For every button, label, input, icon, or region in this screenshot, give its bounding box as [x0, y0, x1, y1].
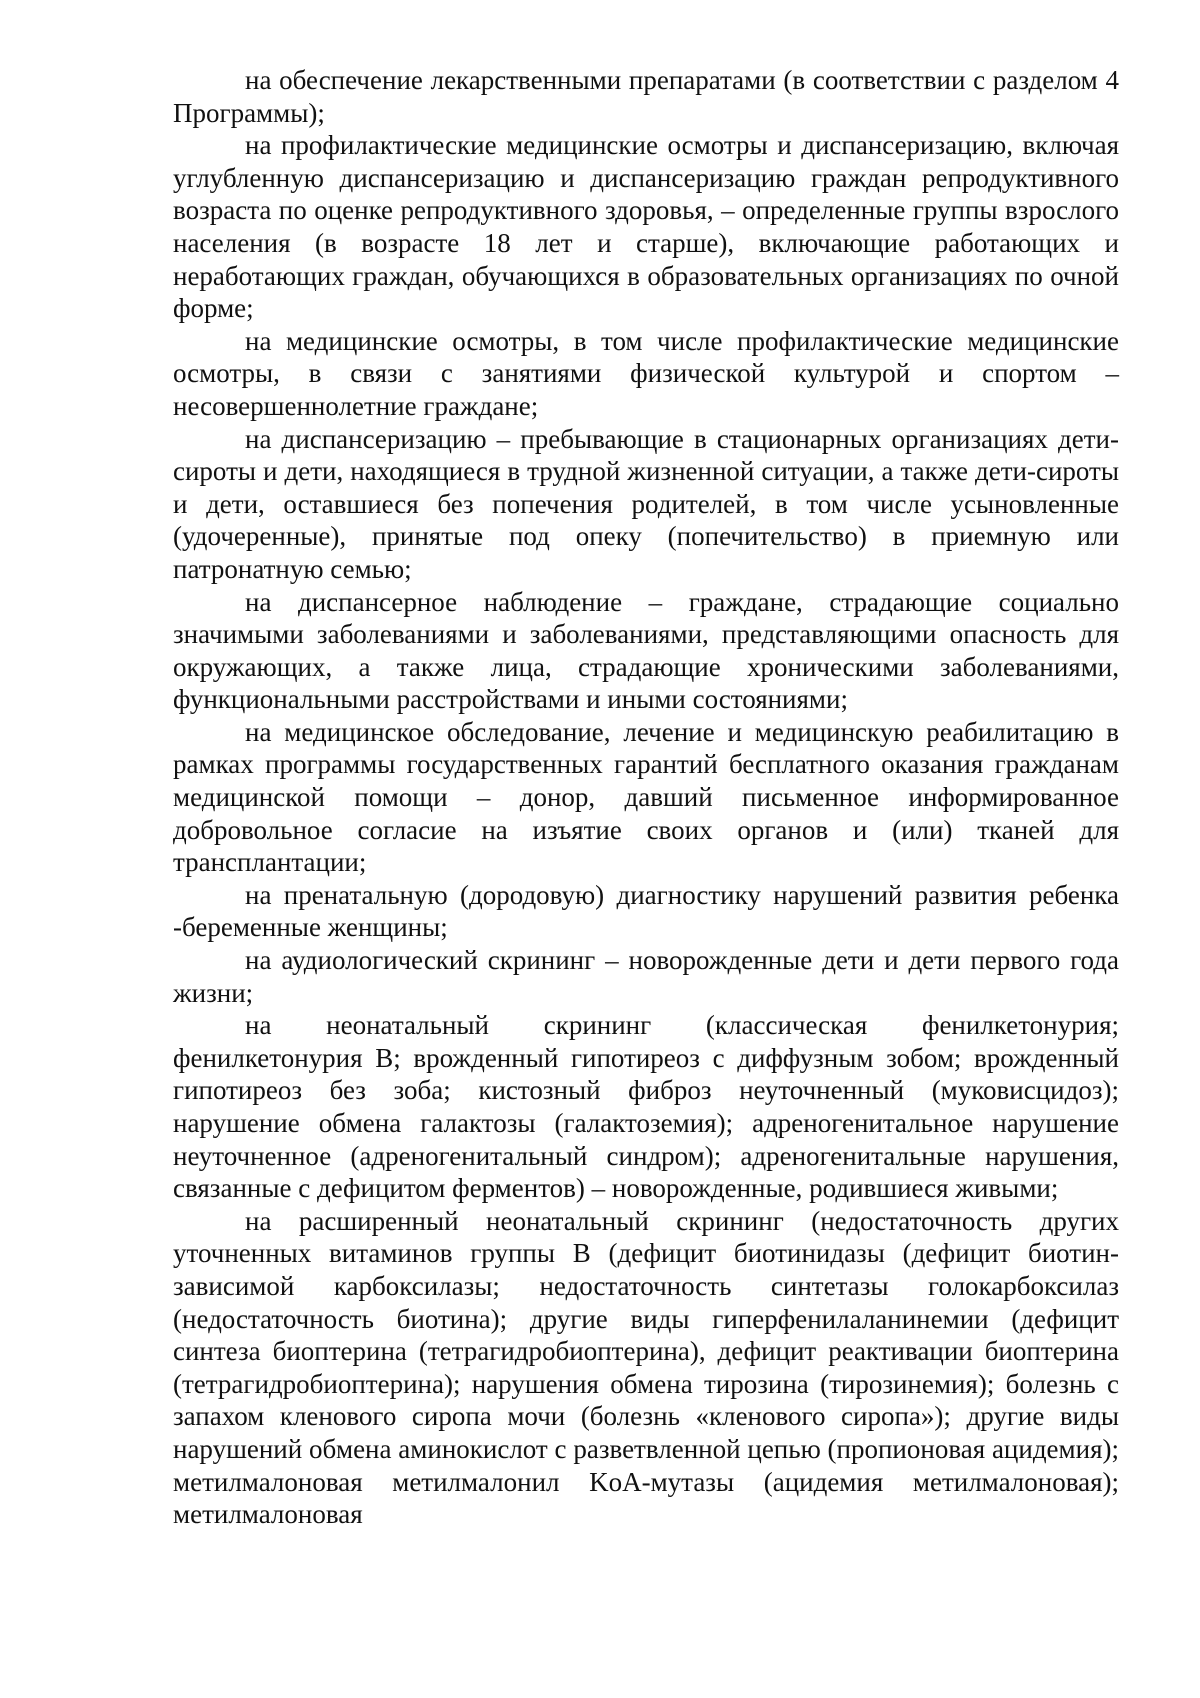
paragraph-donor-examination: на медицинское обследование, лечение и медицинскую реабилитацию в рамках программы государственных гарантий бесплатного оказания гражданам медицинской помощи – донор, давший письменное информированное добровольное согласие на изъятие своих органов и (или) тканей для трансплантации;: [173, 716, 1119, 878]
paragraph-orphans-screening: на диспансеризацию – пребывающие в стационарных организациях дети-сироты и дети, находящиеся в трудной жизненной ситуации, а также дети-сироты и дети, оставшиеся без попечения родителей, в том числе усыновленные (удочеренные), принятые под опеку (попечительство) в приемную или патронатную семью;: [173, 423, 1119, 584]
paragraph-audiological-screening: на аудиологический скрининг – новорожденные дети и дети первого года жизни;: [173, 945, 1119, 1008]
paragraph-neonatal-screening: на неонатальный скрининг (классическая фенилкетонурия; фенилкетонурия B; врожденный гипотиреоз с диффузным зобом; врожденный гипотиреоз без зоба; кистозный фиброз неуточненный (муковисцидоз); нарушение обмена галактозы (галактоземия); адреногенитальное нарушение неуточненное (адреногенитальный синдром); адреногенитальные нарушения, связанные с дефицитом ферментов) – новорожденные, родившиеся живыми;: [173, 1010, 1119, 1204]
paragraph-medicines: на обеспечение лекарственными препаратами (в соответствии с разделом 4 Программы);: [173, 65, 1119, 128]
paragraph-preventive-exams: на профилактические медицинские осмотры и диспансеризацию, включая углубленную диспансеризацию и диспансеризацию граждан репродуктивного возраста по оценке репродуктивного здоровья, – определенные группы взрослого населения (в возрасте 18 лет и старше), включающие работающих и неработающих граждан, обучающихся в образовательных организациях по очной форме;: [173, 130, 1119, 324]
paragraph-extended-neonatal-screening: на расширенный неонатальный скрининг (недостаточность других уточненных витаминов группы B (дефицит биотинидазы (дефицит биотин-зависимой карбоксилазы; недостаточность синтетазы голокарбоксилаз (недостаточность биотина); другие виды гиперфенилаланинемии (дефицит синтеза биоптерина (тетрагидробиоптерина), дефицит реактивации биоптерина (тетрагидробиоптерина); нарушения обмена тирозина (тирозинемия); болезнь с запахом кленового сиропа мочи (болезнь «кленового сиропа»); другие виды нарушений обмена аминокислот с разветвленной цепью (пропионовая ацидемия); метилмалоновая метилмалонил KoA-мутазы (ацидемия метилмалоновая); метилмалоновая: [173, 1205, 1119, 1530]
paragraph-dispensary-observation: на диспансерное наблюдение – граждане, страдающие социально значимыми заболеваниями и заболеваниями, представляющими опасность для окружающих, а также лица, страдающие хроническими заболеваниями, функциональными расстройствами и иными состояниями;: [173, 586, 1119, 715]
paragraph-medical-exams-sport: на медицинские осмотры, в том числе профилактические медицинские осмотры, в связи с занятиями физической культурой и спортом – несовершеннолетние граждане;: [173, 325, 1119, 421]
document-page: [173, 64, 1119, 1531]
paragraph-prenatal-diagnostics: на пренатальную (дородовую) диагностику нарушений развития ребенка -беременные женщины;: [173, 879, 1119, 943]
